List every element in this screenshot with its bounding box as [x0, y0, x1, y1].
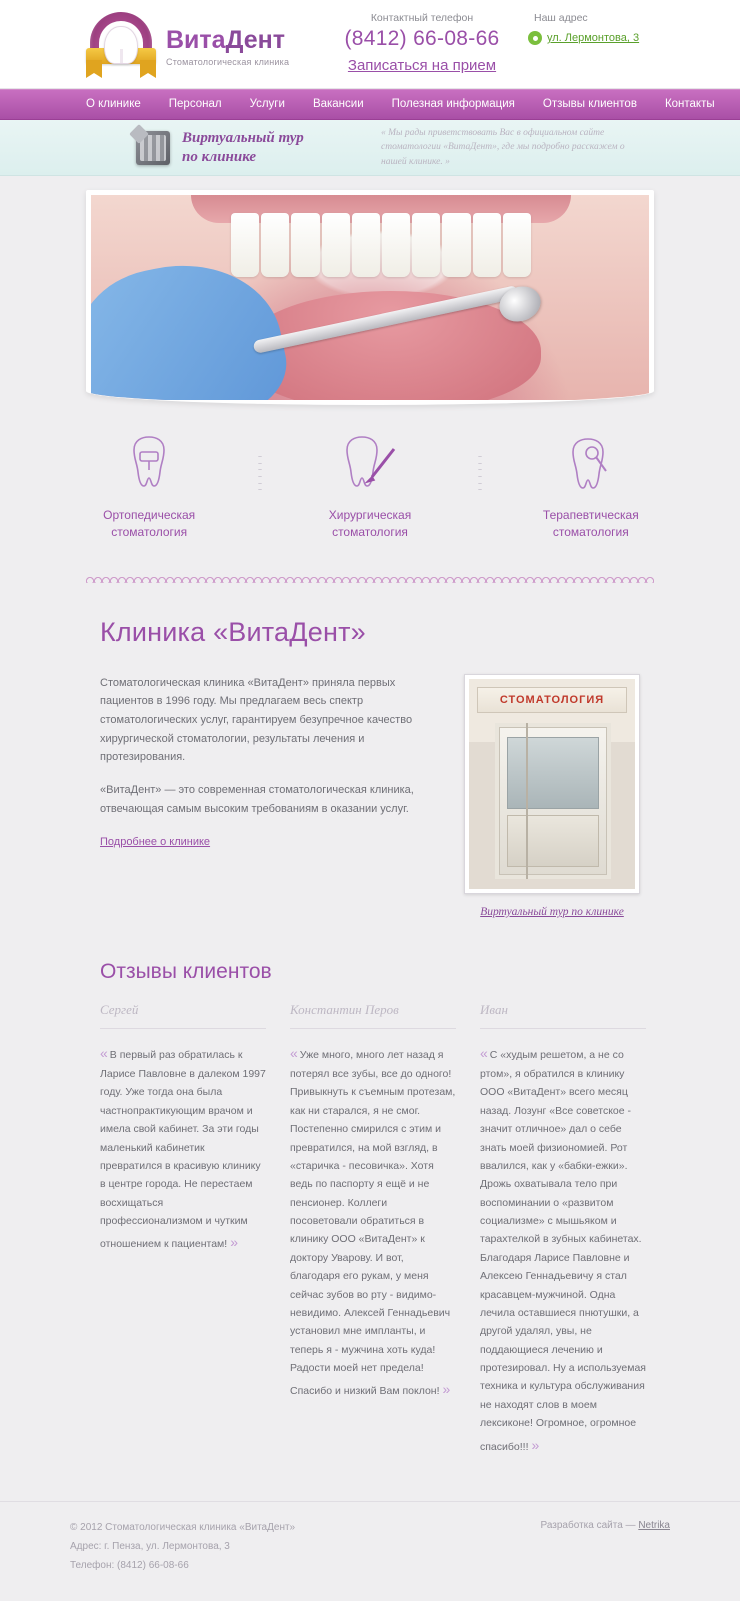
review-text: С «худым решетом, а не со ртом», я обратился в клинику ООО «ВитаДент» всего месяц назад. Лозунг «Все советское - значит отличное» дал о себе знать моей физиономией. Рот ввалился, как у «бабки-ежки». Дрожь охватывала тело при воспоминании о «развитом социализме» с мышьяком и тарахтелкой в зубных кабинетах. Благодаря Ларисе Павловне и Алексею Геннадьевичу я стал красавцем-мужчиной. Одна лечила оставшиеся пнютушки, а другой удалял, увы, не поддающиеся лечению и протезировал. Ну а используемая техника и культура обслуживания не находят слов в моем лексиконе! Огромное, огромное спасибо!!!: [480, 1048, 646, 1453]
appointment-link[interactable]: Записаться на прием: [347, 57, 497, 74]
review-text-wrap: [480, 1041, 646, 1458]
virtual-tour-title-line2: по клинике: [182, 148, 257, 165]
hero-image-frame: [86, 190, 654, 405]
service-label-line2: стоматология: [332, 524, 408, 539]
divider-dots: [234, 453, 284, 493]
service-orthopedic[interactable]: [70, 431, 228, 541]
clinic-photo: [464, 674, 640, 894]
clinic-paragraph-2: «ВитаДент» — это современная стоматологическая клиника, отвечающая самым высоким требованиям в оказании услуг.: [100, 784, 414, 815]
virtual-tour-bar[interactable]: [0, 120, 740, 176]
footer-copyright: © 2012 Стоматологическая клиника «ВитаДент»: [70, 1522, 296, 1534]
logo-subtitle: Стоматологическая клиника: [166, 57, 290, 67]
nav-item-contacts[interactable]: Контакты: [664, 98, 715, 110]
tooth-surgery-icon: [291, 431, 449, 493]
virtual-tour-title[interactable]: [182, 129, 357, 167]
service-label-line2: стоматология: [552, 524, 629, 539]
quote-close-icon: »: [230, 1234, 238, 1251]
logo-title-part1: Вита: [166, 26, 226, 54]
service-orthopedic-label[interactable]: [70, 507, 228, 541]
review-author: Сергей: [100, 1002, 266, 1029]
logo[interactable]: [84, 8, 289, 82]
service-therapy-label[interactable]: [512, 507, 670, 541]
service-label-line1: Терапевтическая: [542, 508, 639, 522]
main-navigation: [0, 89, 740, 120]
contact-block: [322, 12, 522, 75]
logo-tooth-icon: [84, 8, 158, 82]
logo-text: [166, 8, 289, 67]
page-title: Клиника «ВитаДент»: [100, 616, 366, 647]
divider-dots-2: [455, 453, 505, 493]
contact-phone: (8412) 66-08-66: [344, 27, 500, 50]
review-text: В первый раз обратилась к Ларисе Павловне в далеком 1997 году. Уже тогда она была частнопрактикующим врачом и имела свой кабинет. За эти годы маленький кабинетик превратился в красивую клинику в центре города. Не перестаем восхищаться профессионализмом и чутким отношением к пациентам!: [100, 1048, 266, 1251]
service-label-line2: стоматология: [111, 524, 188, 539]
virtual-tour-caption-link[interactable]: Виртуальный тур по клинике: [480, 905, 624, 918]
address-row[interactable]: [528, 31, 698, 45]
service-label-line1: Ортопедическая: [103, 508, 196, 522]
nav-item-services[interactable]: Услуги: [249, 98, 285, 110]
review-author: Иван: [480, 1002, 646, 1029]
footer-developer: [541, 1518, 671, 1531]
footer-address: Адрес: г. Пенза, ул. Лермонтова, 3: [70, 1541, 230, 1553]
virtual-tour-title-line1: Виртуальный тур: [182, 129, 304, 146]
service-surgery[interactable]: [291, 431, 449, 541]
footer-phone: Телефон: (8412) 66-08-66: [70, 1560, 189, 1572]
cube-3d-icon: [136, 131, 170, 165]
clinic-sign-text: СТОМАТОЛОГИЯ: [477, 687, 627, 713]
clinic-description: [86, 674, 436, 918]
contact-label: Контактный телефон: [370, 12, 474, 24]
quote-open-icon: «: [480, 1044, 488, 1061]
footer-developer-label: Разработка сайта —: [540, 1520, 639, 1532]
site-footer: [0, 1501, 740, 1601]
quote-close-icon: »: [442, 1381, 451, 1398]
service-therapy[interactable]: [512, 431, 670, 541]
map-pin-icon: [528, 31, 542, 45]
reviews-title: Отзывы клиентов: [100, 959, 272, 983]
review-item: [100, 1002, 266, 1458]
footer-info: [70, 1518, 295, 1575]
logo-title: [166, 28, 289, 53]
hero-section: [0, 176, 740, 405]
review-author: Константин Перов: [290, 1002, 456, 1029]
nav-item-vacancies[interactable]: Вакансии: [312, 98, 364, 110]
nav-item-reviews[interactable]: Отзывы клиентов: [542, 98, 637, 110]
review-item: [290, 1002, 456, 1458]
site-header: [0, 0, 740, 89]
more-about-clinic-link[interactable]: Подробнее о клинике: [100, 836, 211, 849]
nav-item-info[interactable]: Полезная информация: [391, 98, 515, 110]
nav-item-staff[interactable]: Персонал: [168, 98, 222, 110]
address-link[interactable]: ул. Лермонтова, 3: [547, 32, 640, 44]
service-surgery-label[interactable]: [291, 507, 449, 541]
wave-divider: [86, 575, 654, 583]
quote-open-icon: «: [290, 1044, 298, 1061]
tooth-therapy-icon: [512, 431, 670, 493]
services-list: [0, 431, 740, 541]
footer-developer-link[interactable]: Netrika: [638, 1520, 670, 1532]
address-block: [528, 12, 698, 45]
quote-open-icon: «: [100, 1044, 108, 1061]
address-label: Наш адрес: [534, 12, 588, 24]
quote-close-icon: »: [531, 1436, 540, 1453]
review-text-wrap: [290, 1041, 456, 1402]
clinic-section: [86, 617, 654, 918]
nav-item-about[interactable]: О клинике: [86, 98, 141, 110]
service-label-line1: Хирургическая: [328, 508, 412, 522]
review-text: Уже много, много лет назад я потерял все зубы, все до одного! Привыкнуть к съемным протезам, как ни старался, я не смог. Постепенно смирился с этим и превратился, на мой взгляд, в «старичка - песовичка». Хотя ведь по паспорту я ещё и не пенсионер. Коллеги посоветовали обратиться в клинику ООО «ВитаДент» к доктору Уварову. И вот, благодаря его рукам, у меня сейчас зубов во рту - видимо-невидимо. Алексей Геннадьевич установил мне импланты, и теперь я - мужчина хоть куда! Радости моей нет предела! Спасибо и низкий Вам поклон!: [290, 1048, 456, 1398]
reviews-section: [86, 960, 654, 1458]
review-item: [480, 1002, 646, 1458]
logo-title-part2: Дент: [225, 26, 285, 54]
review-text-wrap: [100, 1041, 266, 1255]
tooth-orthopedic-icon: [70, 431, 228, 493]
welcome-quote: « Мы рады приветствовать Вас в официальном сайте стоматологии «ВитаДент», где мы подробно расскажем о нашей клинике. »: [381, 128, 625, 167]
clinic-paragraph-1: Стоматологическая клиника «ВитаДент» приняла первых пациентов в 1996 году. Мы предлагаем весь спектр стоматологических услуг, гарантируем безупречное качество хирургической стоматологии, результаты лечения и протезирования.: [100, 676, 413, 764]
dental-treatment-photo: [91, 195, 649, 400]
